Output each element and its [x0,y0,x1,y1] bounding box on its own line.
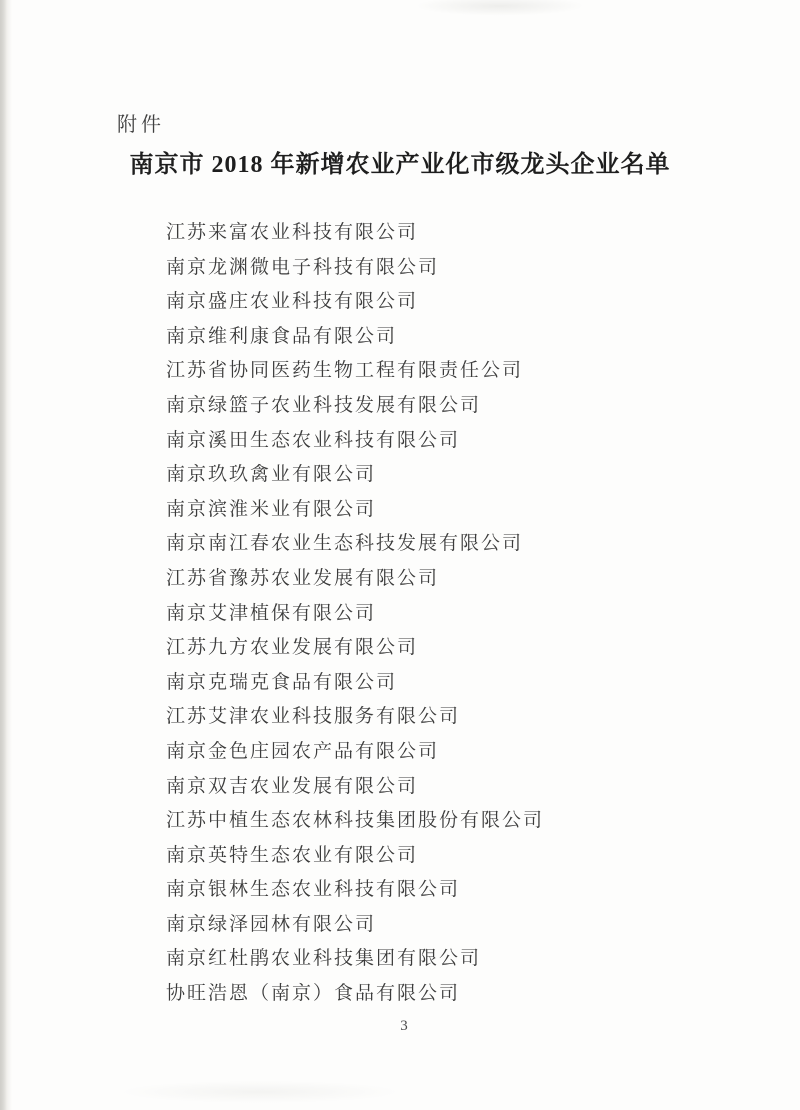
company-line: 南京绿泽园林有限公司 [166,913,377,935]
page-number: 3 [400,1018,408,1034]
company-line: 南京滨淮米业有限公司 [166,498,377,520]
document-title: 南京市 2018 年新增农业产业化市级龙头企业名单 [129,152,671,178]
company-line: 江苏来富农业科技有限公司 [166,222,419,243]
company-line: 江苏中植生态农林科技集团股份有限公司 [166,810,545,832]
company-line: 南京维利康食品有限公司 [166,325,398,347]
company-line: 南京艾津植保有限公司 [166,602,377,624]
company-line: 南京溪田生态农业科技有限公司 [166,429,461,451]
company-list [166,216,726,1012]
company-line: 江苏九方农业发展有限公司 [166,637,419,659]
attachment-label: 附件 [117,114,165,136]
company-line: 南京盛庄农业科技有限公司 [166,291,419,313]
company-line: 南京龙渊微电子科技有限公司 [166,256,440,278]
company-line: 南京英特生态农业有限公司 [166,844,419,866]
company-line: 江苏省豫苏农业发展有限公司 [166,567,440,589]
company-line: 南京红杜鹃农业科技集团有限公司 [166,948,482,970]
company-line: 南京金色庄园农产品有限公司 [166,740,440,762]
company-line: 江苏省协同医药生物工程有限责任公司 [166,360,524,382]
company-line: 南京克瑞克食品有限公司 [166,671,398,693]
company-line: 南京双吉农业发展有限公司 [166,775,419,797]
company-line: 协旺浩恩（南京）食品有限公司 [166,983,461,1005]
company-line: 南京南江春农业生态科技发展有限公司 [166,533,524,555]
company-line: 江苏艾津农业科技服务有限公司 [166,706,461,728]
company-line: 南京玖玖禽业有限公司 [166,464,377,486]
company-line: 南京绿篮子农业科技发展有限公司 [166,394,482,416]
company-line: 南京银林生态农业科技有限公司 [166,879,461,901]
